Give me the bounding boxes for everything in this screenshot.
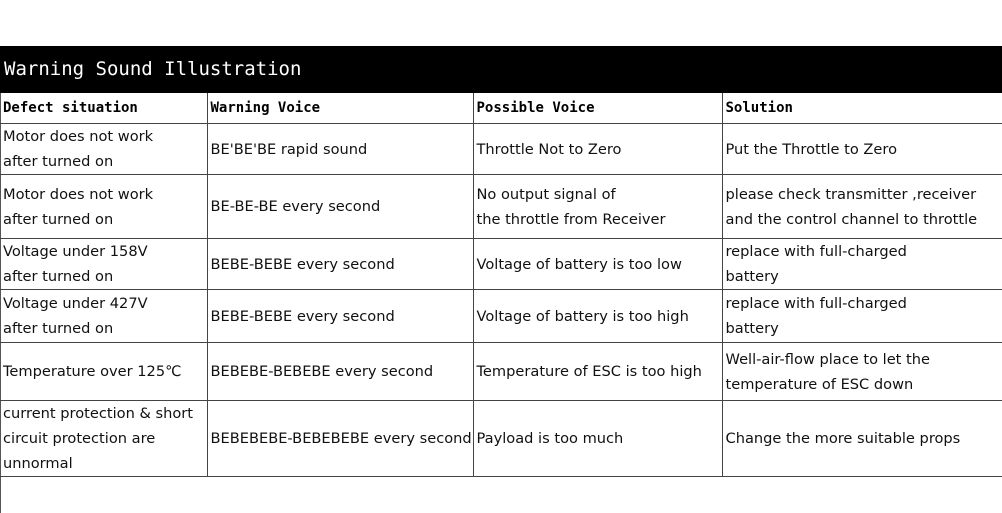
header-warning-voice: Warning Voice — [207, 93, 473, 124]
cell-warning-voice: BE'BE'BE rapid sound — [207, 124, 473, 175]
header-possible-voice: Possible Voice — [473, 93, 722, 124]
warning-sound-table — [0, 93, 1002, 477]
cell-warning-voice: BE-BE-BE every second — [207, 175, 473, 239]
cell-possible-voice: No output signal of the throttle from Receiver — [473, 175, 722, 239]
cell-defect: Voltage under 158V after turned on — [0, 239, 207, 290]
cell-defect: Motor does not work after turned on — [0, 124, 207, 175]
cell-warning-voice: BEBEBE-BEBEBE every second — [207, 343, 473, 401]
cell-solution: Change the more suitable props — [722, 401, 1002, 477]
cell-solution: Put the Throttle to Zero — [722, 124, 1002, 175]
header-solution: Solution — [722, 93, 1002, 124]
table-title: Warning Sound Illustration — [0, 46, 1002, 93]
table-row — [0, 343, 1002, 401]
cell-defect: Motor does not work after turned on — [0, 175, 207, 239]
table-row — [0, 175, 1002, 239]
cell-warning-voice: BEBE-BEBE every second — [207, 239, 473, 290]
cell-defect: Temperature over 125℃ — [0, 343, 207, 401]
cell-defect: Voltage under 427V after turned on — [0, 290, 207, 343]
cell-solution: Well-air-flow place to let the temperature of ESC down — [722, 343, 1002, 401]
cell-defect: current protection & short circuit protection are unnormal — [0, 401, 207, 477]
table-row — [0, 290, 1002, 343]
table-row — [0, 401, 1002, 477]
cell-solution: please check transmitter ,receiver and the control channel to throttle — [722, 175, 1002, 239]
cell-possible-voice: Payload is too much — [473, 401, 722, 477]
cell-warning-voice: BEBEBEBE-BEBEBEBE every second — [207, 401, 473, 477]
header-defect-situation: Defect situation — [0, 93, 207, 124]
cell-solution: replace with full-charged battery — [722, 290, 1002, 343]
table-row — [0, 239, 1002, 290]
cell-solution: replace with full-charged battery — [722, 239, 1002, 290]
table-row — [0, 124, 1002, 175]
header-row — [0, 93, 1002, 124]
cell-possible-voice: Voltage of battery is too high — [473, 290, 722, 343]
cell-possible-voice: Temperature of ESC is too high — [473, 343, 722, 401]
cell-warning-voice: BEBE-BEBE every second — [207, 290, 473, 343]
cell-possible-voice: Voltage of battery is too low — [473, 239, 722, 290]
cell-possible-voice: Throttle Not to Zero — [473, 124, 722, 175]
